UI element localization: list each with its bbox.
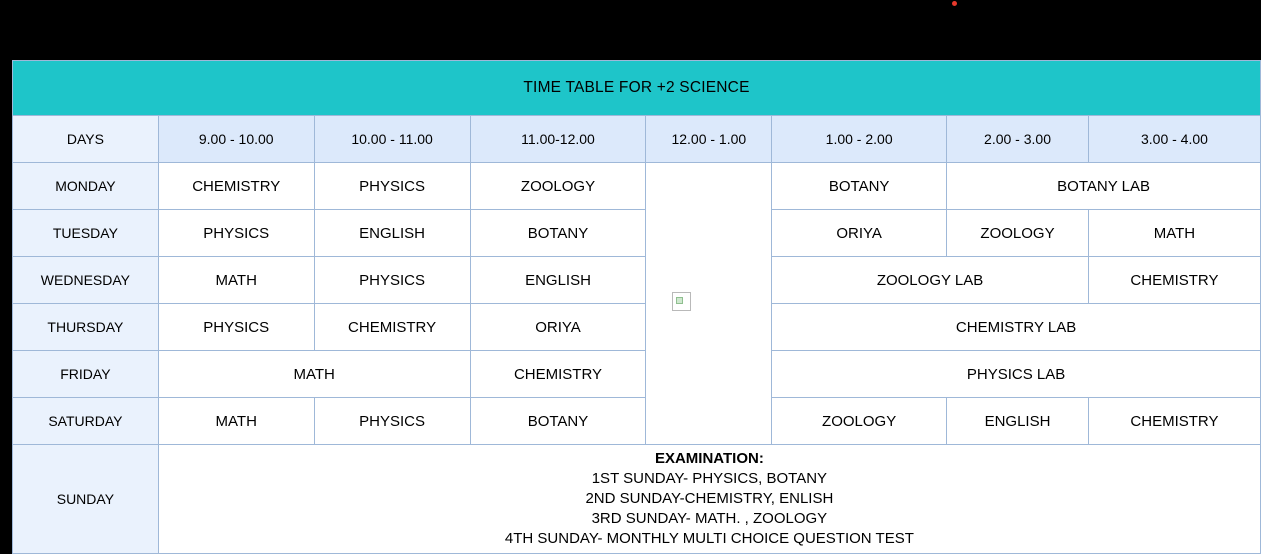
class-cell: MATH [158, 257, 314, 304]
class-cell: MATH [158, 351, 470, 398]
column-header-slot-4: 12.00 - 1.00 [646, 116, 772, 163]
column-header-slot-6: 2.00 - 3.00 [947, 116, 1089, 163]
class-cell: CHEMISTRY [1088, 257, 1260, 304]
examination-line: 1ST SUNDAY- PHYSICS, BOTANY [591, 470, 828, 487]
table-row-sunday [13, 445, 1261, 554]
class-cell: MATH [1088, 210, 1260, 257]
class-cell: BOTANY [772, 163, 947, 210]
row-day-label: MONDAY [13, 163, 159, 210]
class-cell: CHEMISTRY [314, 304, 470, 351]
broken-image-icon [672, 292, 691, 311]
column-header-days: DAYS [13, 116, 159, 163]
class-cell: ENGLISH [947, 398, 1089, 445]
table-row [13, 351, 1261, 398]
class-cell: PHYSICS [158, 210, 314, 257]
column-header-slot-5: 1.00 - 2.00 [772, 116, 947, 163]
class-cell: PHYSICS [158, 304, 314, 351]
class-cell: PHYSICS [314, 257, 470, 304]
timetable-sheet [12, 60, 1261, 548]
class-cell: ZOOLOGY [947, 210, 1089, 257]
class-cell: ENGLISH [470, 257, 646, 304]
table-row [13, 304, 1261, 351]
class-cell: ZOOLOGY [470, 163, 646, 210]
class-cell: CHEMISTRY [470, 351, 646, 398]
title-row [13, 61, 1261, 116]
row-day-label: THURSDAY [13, 304, 159, 351]
class-cell: ENGLISH [314, 210, 470, 257]
class-cell: MATH [158, 398, 314, 445]
class-cell: PHYSICS [314, 398, 470, 445]
table-row [13, 398, 1261, 445]
top-black-bar [0, 0, 1261, 60]
examination-line: 4TH SUNDAY- MONTHLY MULTI CHOICE QUESTION TEST [504, 530, 914, 547]
break-column-cell [646, 163, 772, 445]
table-row [13, 257, 1261, 304]
class-cell: CHEMISTRY [158, 163, 314, 210]
column-header-slot-3: 11.00-12.00 [470, 116, 646, 163]
column-header-slot-1: 9.00 - 10.00 [158, 116, 314, 163]
row-day-label: SATURDAY [13, 398, 159, 445]
class-cell: ZOOLOGY [772, 398, 947, 445]
class-cell: BOTANY [470, 398, 646, 445]
class-cell: CHEMISTRY LAB [772, 304, 1261, 351]
column-header-slot-7: 3.00 - 4.00 [1088, 116, 1260, 163]
class-cell: PHYSICS LAB [772, 351, 1261, 398]
class-cell: CHEMISTRY [1088, 398, 1260, 445]
row-day-label: SUNDAY [13, 445, 159, 554]
examination-heading: EXAMINATION: [654, 450, 764, 467]
row-day-label: FRIDAY [13, 351, 159, 398]
timetable [12, 60, 1261, 554]
row-day-label: WEDNESDAY [13, 257, 159, 304]
class-cell: PHYSICS [314, 163, 470, 210]
header-row [13, 116, 1261, 163]
red-dot-marker [952, 1, 957, 6]
class-cell: ZOOLOGY LAB [772, 257, 1089, 304]
examination-line: 3RD SUNDAY- MATH. , ZOOLOGY [591, 510, 828, 527]
row-day-label: TUESDAY [13, 210, 159, 257]
column-header-slot-2: 10.00 - 11.00 [314, 116, 470, 163]
class-cell: ORIYA [470, 304, 646, 351]
examination-cell [158, 445, 1260, 554]
table-row [13, 163, 1261, 210]
class-cell: BOTANY [470, 210, 646, 257]
class-cell: BOTANY LAB [947, 163, 1261, 210]
table-row [13, 210, 1261, 257]
examination-line: 2ND SUNDAY-CHEMISTRY, ENLISH [585, 490, 834, 507]
class-cell: ORIYA [772, 210, 947, 257]
page-title: TIME TABLE FOR +2 SCIENCE [13, 61, 1261, 116]
